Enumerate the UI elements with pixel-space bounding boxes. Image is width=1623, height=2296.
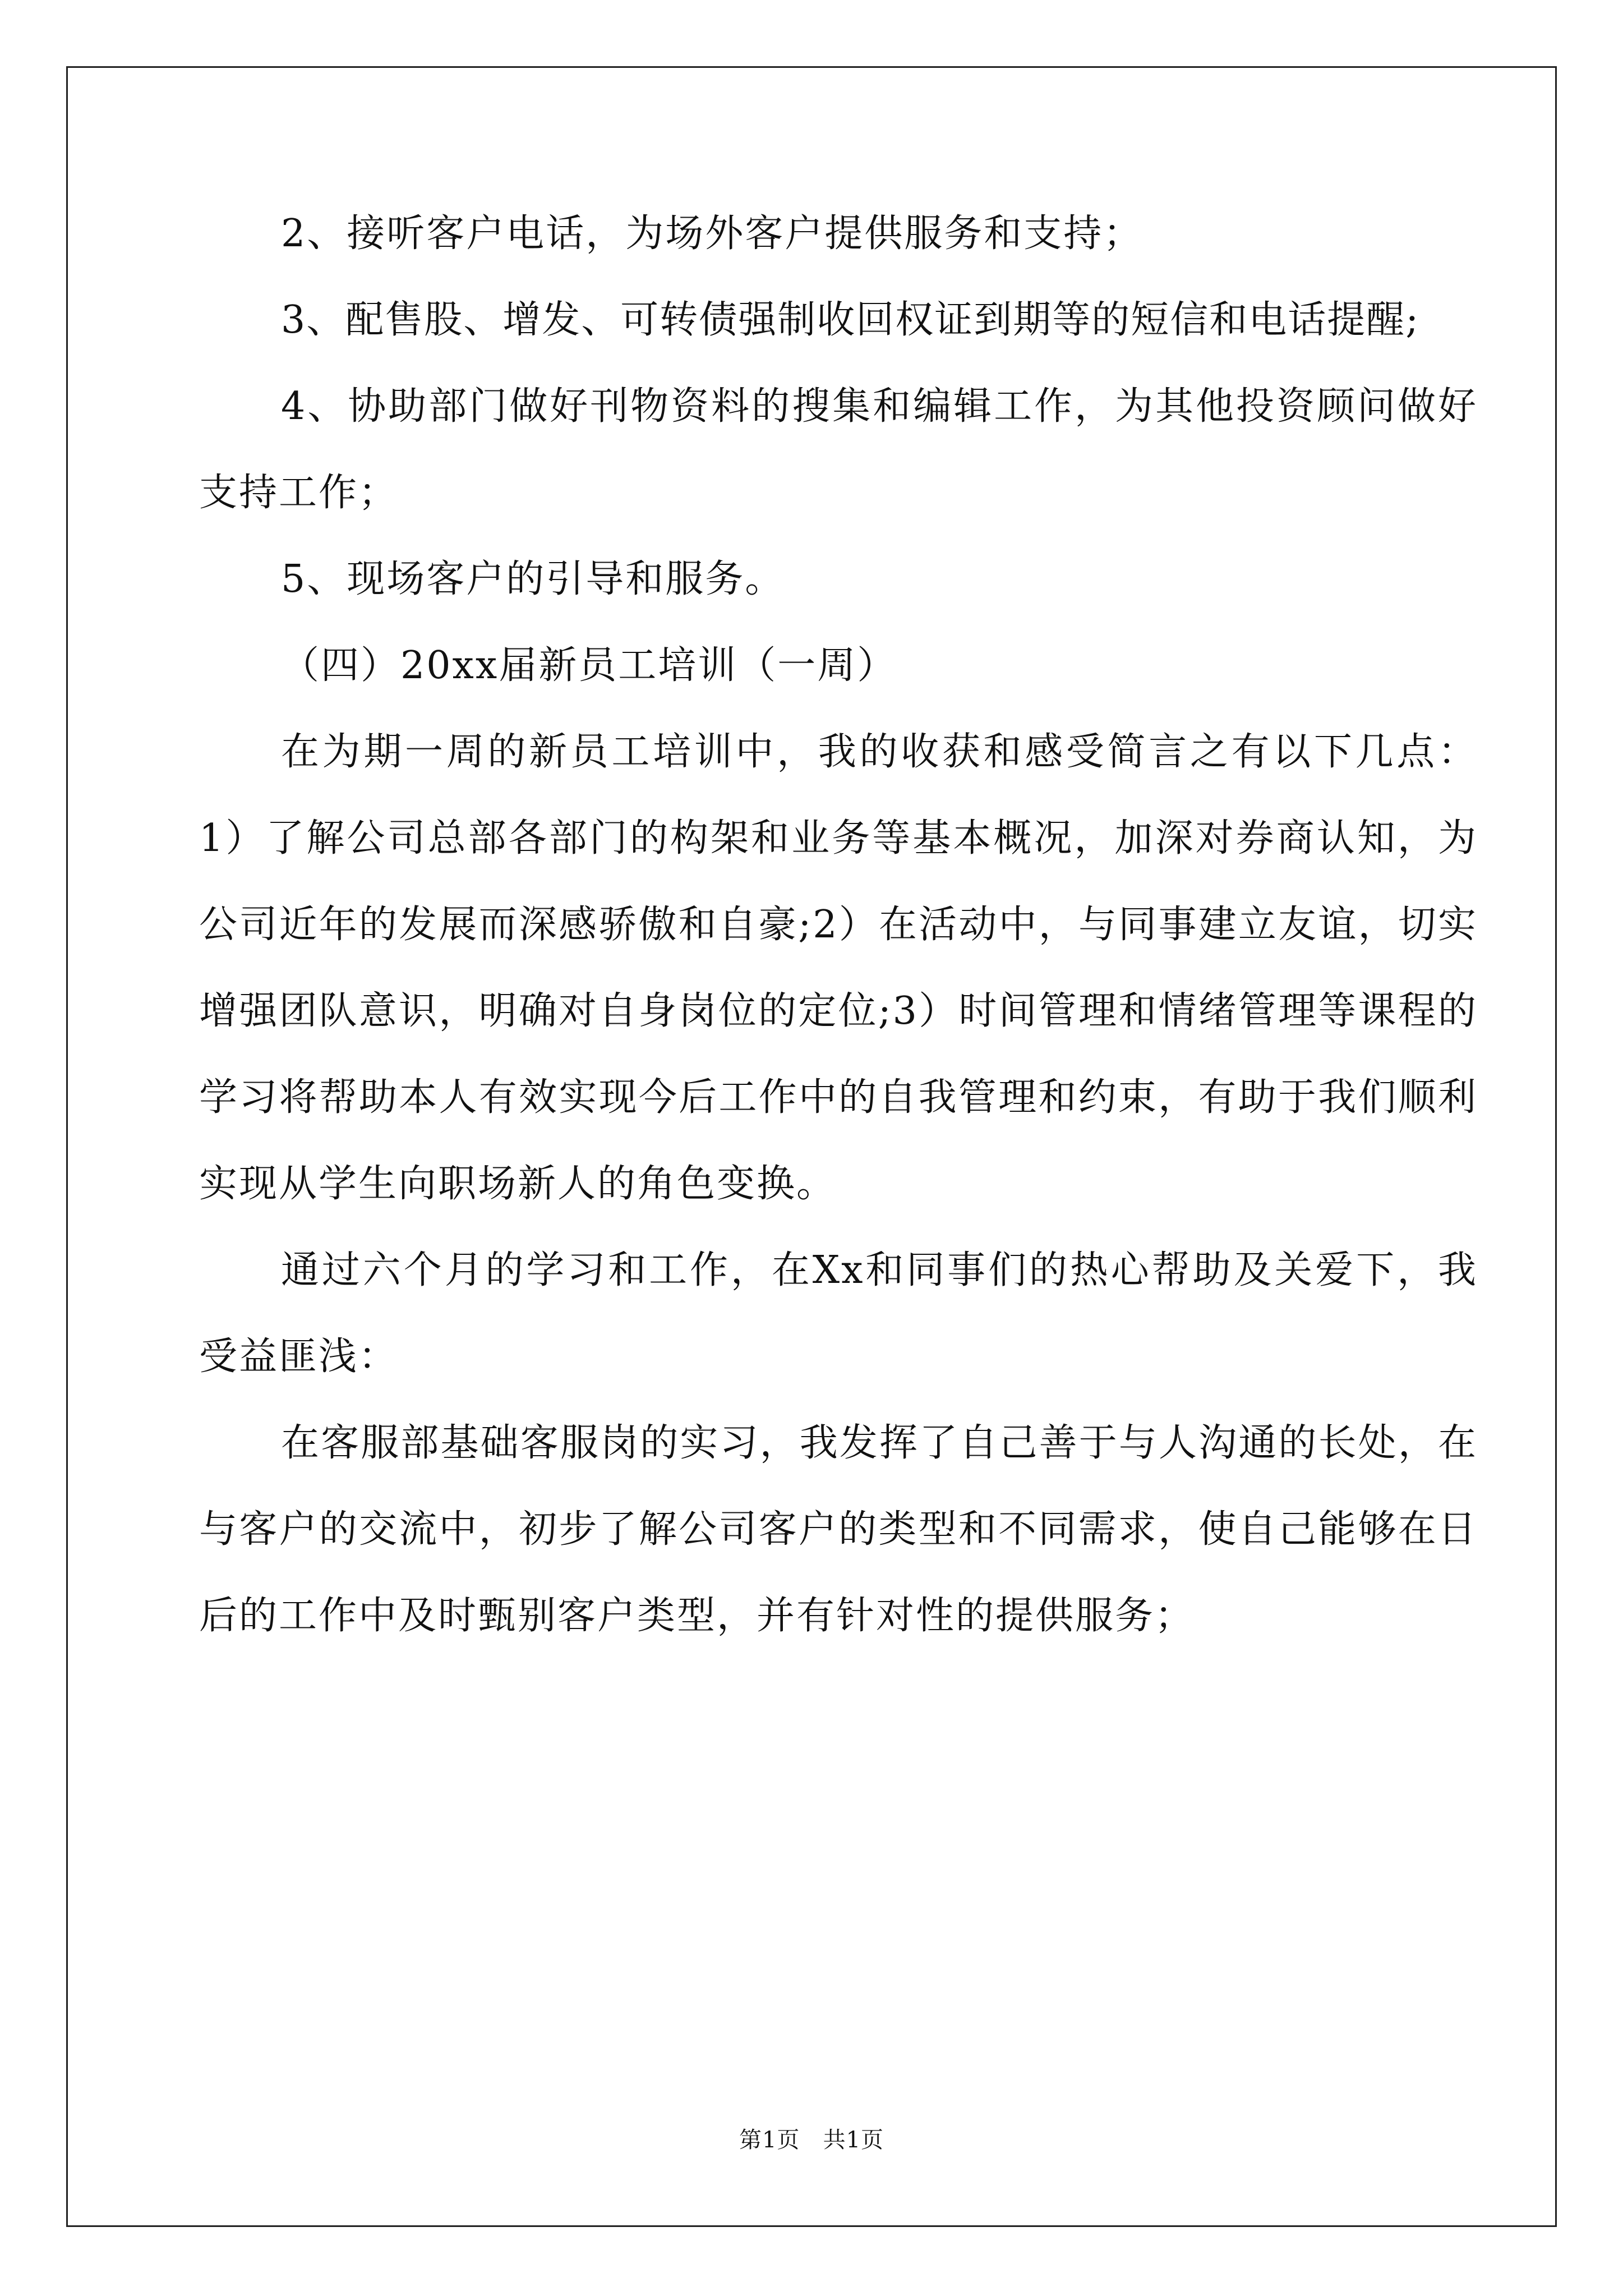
section-heading-training: （四）20xx届新员工培训（一周） <box>281 643 897 688</box>
paragraph-item-2: 2、接听客户电话，为场外客户提供服务和支持； <box>281 211 1144 256</box>
page-footer <box>0 2126 1623 2154</box>
footer-spacer <box>800 2127 823 2153</box>
paragraph-item-5: 5、现场客户的引导和服务。 <box>281 557 785 601</box>
paragraph-item-3: 3、配售股、增发、可转债强制收回权证到期等的短信和电话提醒; <box>281 298 1420 342</box>
document-body <box>199 191 1478 1659</box>
paragraph-six-months: 通过六个月的学习和工作，在Xx和同事们的热心帮助及关爱下，我受益匪浅： <box>199 1248 1478 1379</box>
page-total: 共1页 <box>823 2127 884 2153</box>
page-number: 第1页 <box>739 2127 800 2153</box>
paragraph-training-summary: 在为期一周的新员工培训中，我的收获和感受简言之有以下几点：1）了解公司总部各部门的构架和业务等基本概况，加深对券商认知，为公司近年的发展而深感骄傲和自豪;2）在活动中，与同事建立友谊，切实增强团队意识，明确对自身岗位的定位;3）时间管理和情绪管理等课程的学习将帮助本人有效实现今后工作中的自我管理和约束，有助于我们顺利实现从学生向职场新人的角色变换。 <box>199 730 1478 1206</box>
paragraph-item-4: 4、协助部门做好刊物资料的搜集和编辑工作，为其他投资顾问做好支持工作； <box>199 384 1478 515</box>
paragraph-customer-service: 在客服部基础客服岗的实习，我发挥了自己善于与人沟通的长处，在与客户的交流中，初步了解公司客户的类型和不同需求，使自己能够在日后的工作中及时甄别客户类型，并有针对性的提供服务； <box>199 1421 1478 1638</box>
